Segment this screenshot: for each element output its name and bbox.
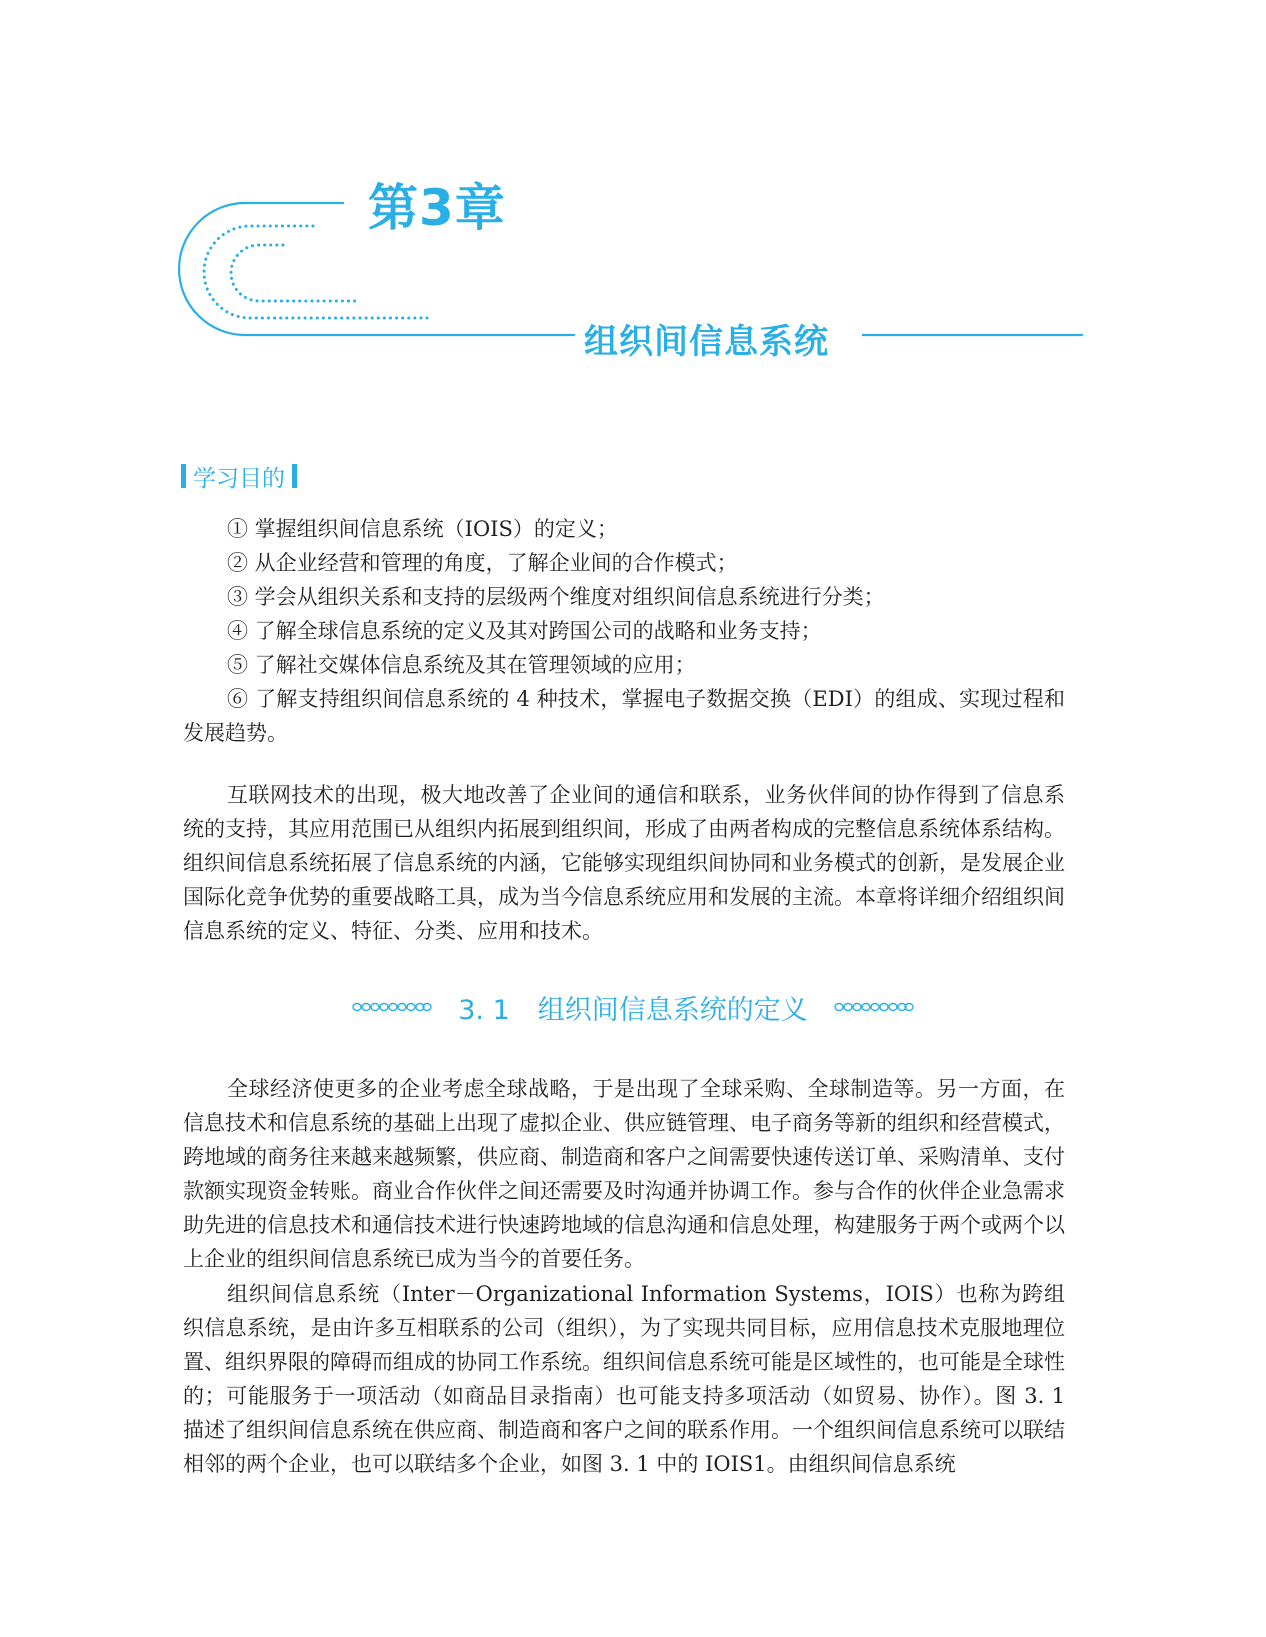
section-heading bbox=[0, 985, 1266, 1029]
objective-item: ③ 学会从组织关系和支持的层级两个维度对组织间信息系统进行分类； bbox=[227, 585, 885, 609]
section-number: 3. 1 bbox=[458, 994, 510, 1026]
objective-item: ① 掌握组织间信息系统（IOIS）的定义； bbox=[227, 517, 618, 541]
objective-item: ② 从企业经营和管理的角度，了解企业间的合作模式； bbox=[227, 551, 738, 575]
chapter-title: 组织间信息系统 bbox=[584, 322, 829, 362]
heading-bar-right bbox=[292, 464, 297, 488]
section-ornament-right bbox=[834, 1001, 914, 1013]
objective-item: ⑤ 了解社交媒体信息系统及其在管理领域的应用； bbox=[227, 653, 696, 677]
section-ornament-left bbox=[352, 1001, 432, 1013]
objectives-heading bbox=[181, 461, 297, 491]
section-title-group bbox=[458, 988, 808, 1027]
objective-item: ④ 了解全球信息系统的定义及其对跨国公司的战略和业务支持； bbox=[227, 619, 822, 643]
chapter-number: 第3章 bbox=[368, 179, 506, 237]
dotted-arc-outer bbox=[204, 226, 428, 318]
dotted-arc-inner bbox=[231, 245, 357, 301]
intro-paragraph: 互联网技术的出现，极大地改善了企业间的通信和联系，业务伙伴间的协作得到了信息系统的支持，其应用范围已从组织内拓展到组织间，形成了由两者构成的完整信息系统体系结构。组织间信息系统拓展了信息系统的内涵，它能够实现组织间协同和业务模式的创新，是发展企业国际化竞争优势的重要战略工具，成为当今信息系统应用和发展的主流。本章将详细介绍组织间信息系统的定义、特征、分类、应用和技术。 bbox=[183, 783, 1065, 943]
section-paragraph-2: 组织间信息系统（Inter－Organizational Information Systems，IOIS）也称为跨组织信息系统，是由许多互相联系的公司（组织），为了实现共同目标，应用信息技术克服地理位置、组织界限的障碍而组成的协同工作系统。组织间信息系统可能是区域性的，也可能是全球性的；可能服务于一项活动（如商品目录指南）也可能支持多项活动（如贸易、协作）。图 3. 1 描述了组织间信息系统在供应商、制造商和客户之间的联系作用。一个组织间信息系统可以联结相邻的两个企业，也可以联结多个企业，如图 3. 1 中的 IOIS1。由组织间信息系统 bbox=[183, 1282, 1065, 1476]
objectives-list bbox=[183, 512, 1065, 750]
heading-bar-left bbox=[181, 464, 186, 488]
section-paragraph-1: 全球经济使更多的企业考虑全球战略，于是出现了全球采购、全球制造等。另一方面，在信息技术和信息系统的基础上出现了虚拟企业、供应链管理、电子商务等新的组织和经营模式，跨地域的商务往来越来越频繁，供应商、制造商和客户之间需要快速传送订单、采购清单、支付款额实现资金转账。商业合作伙伴之间还需要及时沟通并协调工作。参与合作的伙伴企业急需求助先进的信息技术和通信技术进行快速跨地域的信息沟通和信息处理，构建服务于两个或两个以上企业的组织间信息系统已成为当今的首要任务。 bbox=[183, 1077, 1065, 1271]
section-title: 组织间信息系统的定义 bbox=[537, 994, 808, 1026]
objectives-heading-text: 学习目的 bbox=[193, 465, 285, 492]
objective-item: ⑥ 了解支持组织间信息系统的 4 种技术，掌握电子数据交换（EDI）的组成、实现过程和发展趋势。 bbox=[183, 687, 1065, 745]
